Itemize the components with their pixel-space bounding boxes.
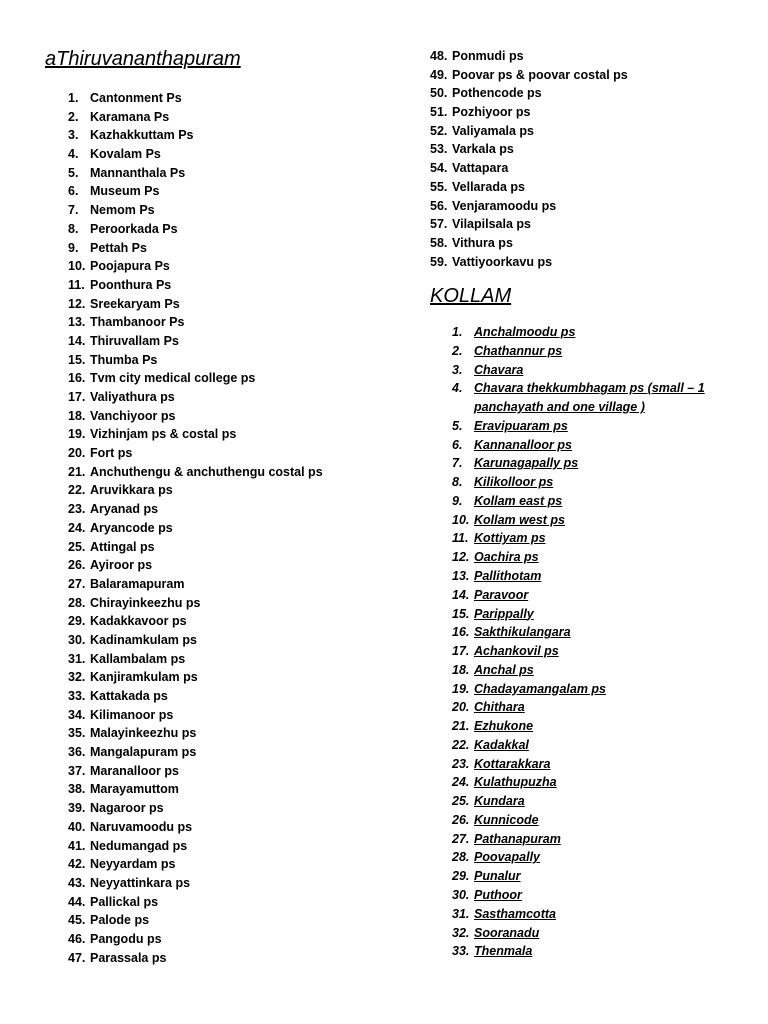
item-text: Chavara — [474, 362, 524, 377]
list-item — [452, 548, 752, 567]
list-item — [452, 924, 752, 943]
item-number: 40. — [68, 819, 86, 834]
item-number: 54. — [430, 161, 448, 176]
item-number: 26. — [68, 558, 86, 573]
item-text: Thiruvallam Ps — [90, 333, 179, 348]
item-number: 9. — [452, 493, 463, 508]
list-item — [68, 556, 388, 575]
list-item — [68, 89, 388, 108]
item-number: 32. — [68, 670, 86, 685]
item-number: 15. — [452, 606, 470, 621]
list-item — [452, 942, 752, 961]
item-number: 12. — [452, 550, 470, 565]
item-number: 47. — [68, 950, 86, 965]
item-text: Pangodu ps — [90, 931, 162, 946]
item-text: Museum Ps — [90, 184, 160, 199]
list-item — [452, 436, 752, 455]
list-item — [430, 84, 760, 103]
item-text: Thumba Ps — [90, 352, 158, 367]
item-number: 21. — [68, 464, 86, 479]
item-number: 42. — [68, 857, 86, 872]
item-number: 27. — [452, 831, 470, 846]
item-text: Fort ps — [90, 446, 133, 461]
list-item — [68, 650, 388, 669]
item-text: Kadakkavoor ps — [90, 614, 187, 629]
item-number: 51. — [430, 105, 448, 120]
list-item — [452, 323, 752, 342]
item-number: 18. — [68, 408, 86, 423]
list-item — [430, 234, 760, 253]
list-item — [430, 197, 760, 216]
item-number: 28. — [452, 850, 470, 865]
list-item — [68, 687, 388, 706]
item-text: Vithura ps — [452, 235, 513, 250]
item-number: 55. — [430, 179, 448, 194]
list-item — [68, 538, 388, 557]
item-number: 5. — [452, 418, 463, 433]
list-item — [452, 661, 752, 680]
item-number: 17. — [68, 390, 86, 404]
item-text: Thambanoor Ps — [90, 315, 185, 330]
item-text: Palode ps — [90, 913, 150, 928]
item-text: Pettah Ps — [90, 240, 147, 255]
item-text: Pallickal ps — [90, 894, 159, 909]
list-item — [68, 762, 388, 781]
item-text: Sakthikulangara — [474, 625, 571, 640]
item-number: 33. — [68, 689, 86, 703]
item-text: Kattakada ps — [90, 689, 168, 703]
item-number: 13. — [68, 315, 86, 330]
item-number: 14. — [452, 587, 470, 602]
list-item — [68, 276, 388, 295]
list-item — [452, 773, 752, 792]
item-text: Kadinamkulam ps — [90, 632, 197, 647]
item-text: Thenmala — [474, 944, 533, 959]
item-number: 53. — [430, 142, 448, 157]
item-text: Punalur — [474, 869, 521, 884]
list-item — [68, 463, 388, 482]
list-item — [430, 47, 760, 66]
list-item — [452, 792, 752, 811]
item-number: 8. — [68, 221, 79, 236]
item-number: 36. — [68, 745, 86, 760]
list-item — [68, 332, 388, 351]
list-item — [68, 351, 388, 370]
item-text: Kallambalam ps — [90, 651, 186, 666]
list-item — [68, 201, 388, 220]
item-text: Kollam east ps — [474, 493, 563, 508]
item-number: 14. — [68, 333, 86, 348]
list-item — [68, 818, 388, 837]
item-number: 57. — [430, 217, 448, 232]
list-item — [430, 215, 760, 234]
list-item — [452, 680, 752, 699]
item-number: 24. — [452, 775, 470, 790]
item-number: 4. — [68, 147, 79, 162]
list-item — [452, 905, 752, 924]
item-number: 46. — [68, 931, 86, 946]
list-item — [68, 108, 388, 127]
item-text: Kilimanoor ps — [90, 707, 174, 722]
item-text: Kottiyam ps — [474, 531, 546, 546]
list-item — [452, 736, 752, 755]
list-item — [68, 874, 388, 893]
item-text: Parippally — [474, 606, 534, 621]
item-number: 39. — [68, 801, 86, 816]
item-text: Anchalmoodu ps — [474, 325, 576, 339]
item-text: Kundara — [474, 794, 525, 809]
item-text: Valiyathura ps — [90, 390, 175, 404]
item-number: 8. — [452, 475, 463, 490]
list-item — [68, 575, 388, 594]
item-text: Eravipuaram ps — [474, 418, 568, 433]
item-text: Puthoor — [474, 887, 522, 902]
item-text: Vattapara — [452, 161, 509, 176]
list-item — [68, 594, 388, 613]
list-item — [452, 511, 752, 530]
item-number: 17. — [452, 644, 470, 659]
list-item — [452, 867, 752, 886]
list-item — [68, 444, 388, 463]
item-text: Varkala ps — [452, 142, 514, 157]
item-text: Mannanthala Ps — [90, 165, 186, 180]
list-item — [68, 631, 388, 650]
item-text: Anchuthengu & anchuthengu costal ps — [90, 464, 323, 479]
item-text: Sasthamcotta — [474, 906, 556, 921]
item-number: 7. — [452, 456, 463, 471]
item-number: 16. — [68, 371, 86, 386]
item-text: Karamana Ps — [90, 109, 170, 124]
item-number: 10. — [68, 259, 86, 274]
list-item — [68, 519, 388, 538]
list-item — [430, 103, 760, 122]
item-text: Parassala ps — [90, 950, 167, 965]
item-text: Kollam west ps — [474, 512, 565, 527]
item-number: 30. — [452, 887, 470, 902]
item-text: Cantonment Ps — [90, 91, 182, 105]
item-text: Kazhakkuttam Ps — [90, 128, 194, 143]
item-text: Maranalloor ps — [90, 763, 179, 778]
list-item — [430, 178, 760, 197]
item-text: Balaramapuram — [90, 576, 185, 591]
item-text: Ayiroor ps — [90, 558, 153, 573]
item-number: 9. — [68, 240, 79, 255]
item-text: Chithara — [474, 700, 525, 715]
list-item — [430, 66, 760, 85]
item-number: 49. — [430, 67, 448, 82]
item-text: Achankovil ps — [474, 644, 559, 659]
item-number: 13. — [452, 568, 470, 583]
item-number: 18. — [452, 662, 470, 677]
item-text: Venjaramoodu ps — [452, 198, 557, 213]
item-number: 26. — [452, 812, 470, 827]
list-item — [68, 388, 388, 407]
list-item — [452, 417, 752, 436]
list-item — [68, 893, 388, 912]
item-text: Anchal ps — [474, 662, 534, 677]
list-item — [452, 492, 752, 511]
list-item — [452, 473, 752, 492]
item-number: 33. — [452, 944, 470, 959]
list-item — [68, 239, 388, 258]
item-text: Sreekaryam Ps — [90, 296, 180, 311]
item-number: 58. — [430, 235, 448, 250]
item-text: Poojapura Ps — [90, 259, 170, 274]
list-item — [68, 612, 388, 631]
list-item — [452, 605, 752, 624]
item-number: 22. — [452, 737, 470, 752]
thiruvananthapuram-heading: aThiruvananthapuram — [45, 48, 241, 70]
item-number: 31. — [452, 906, 470, 921]
list-item — [68, 145, 388, 164]
list-item — [68, 668, 388, 687]
item-number: 37. — [68, 763, 86, 778]
item-number: 30. — [68, 632, 86, 647]
item-number: 48. — [430, 49, 448, 63]
list-item — [452, 567, 752, 586]
item-text: Chadayamangalam ps — [474, 681, 606, 696]
list-item — [68, 126, 388, 145]
item-text: Aruvikkara ps — [90, 483, 173, 498]
list-item — [68, 425, 388, 444]
list-item — [452, 830, 752, 849]
item-text: Ponmudi ps — [452, 49, 524, 63]
item-text: Sooranadu — [474, 925, 540, 940]
item-number: 24. — [68, 520, 86, 535]
item-number: 25. — [452, 794, 470, 809]
item-text: Vattiyoorkavu ps — [452, 254, 553, 269]
item-text: Neyyardam ps — [90, 857, 176, 872]
item-text: Kadakkal — [474, 737, 529, 752]
list-item — [68, 911, 388, 930]
list-item — [68, 369, 388, 388]
list-item — [452, 379, 752, 417]
item-text: Peroorkada Ps — [90, 221, 178, 236]
item-number: 20. — [68, 446, 86, 461]
item-number: 2. — [68, 109, 79, 124]
item-number: 15. — [68, 352, 86, 367]
kollam-list — [452, 323, 752, 961]
item-number: 3. — [452, 362, 463, 377]
list-item — [452, 698, 752, 717]
list-item — [68, 799, 388, 818]
item-text: Vellarada ps — [452, 179, 525, 194]
item-number: 12. — [68, 296, 86, 311]
item-text: Oachira ps — [474, 550, 539, 565]
thiruvananthapuram-list — [68, 89, 388, 967]
item-text: Malayinkeezhu ps — [90, 726, 197, 741]
list-item — [68, 164, 388, 183]
item-number: 22. — [68, 483, 86, 498]
item-text: Aryancode ps — [90, 520, 173, 535]
item-number: 38. — [68, 782, 86, 797]
list-item — [68, 949, 388, 968]
list-item — [452, 361, 752, 380]
item-text: Poonthura Ps — [90, 277, 172, 292]
item-number: 52. — [430, 123, 448, 138]
list-item — [68, 407, 388, 426]
list-item — [68, 743, 388, 762]
item-number: 59. — [430, 254, 448, 269]
list-item — [68, 724, 388, 743]
item-number: 11. — [68, 277, 85, 292]
item-text: Chirayinkeezhu ps — [90, 595, 201, 610]
item-text: Mangalapuram ps — [90, 745, 197, 760]
item-number: 34. — [68, 707, 86, 722]
item-text: Vizhinjam ps & costal ps — [90, 427, 237, 442]
item-number: 29. — [452, 869, 470, 884]
item-text: Pozhiyoor ps — [452, 105, 531, 120]
item-number: 41. — [68, 838, 86, 853]
list-item — [430, 122, 760, 141]
item-number: 10. — [452, 512, 470, 527]
item-number: 50. — [430, 86, 448, 101]
list-item — [452, 811, 752, 830]
list-item — [68, 706, 388, 725]
list-item — [452, 454, 752, 473]
item-text: Nemom Ps — [90, 203, 155, 218]
item-number: 56. — [430, 198, 448, 213]
item-text: Nagaroor ps — [90, 801, 164, 816]
item-number: 29. — [68, 614, 86, 629]
list-item — [68, 313, 388, 332]
item-text: Kunnicode — [474, 812, 539, 827]
kollam-heading: KOLLAM — [430, 285, 512, 307]
list-item — [452, 848, 752, 867]
list-item — [452, 642, 752, 661]
item-number: 44. — [68, 894, 86, 909]
item-text: Kottarakkara — [474, 756, 551, 771]
item-text: Aryanad ps — [90, 502, 159, 517]
item-text: Kilikolloor ps — [474, 475, 554, 490]
item-text: Chavara thekkumbhagam ps (small – 1 panchayath and one village ) — [474, 381, 705, 415]
list-item — [430, 140, 760, 159]
item-number: 20. — [452, 700, 470, 715]
list-item — [452, 886, 752, 905]
item-text: Pathanapuram — [474, 831, 561, 846]
list-item — [452, 623, 752, 642]
item-text: Poovapally — [474, 850, 540, 865]
item-number: 3. — [68, 128, 79, 143]
item-text: Kovalam Ps — [90, 147, 161, 162]
list-item — [452, 529, 752, 548]
item-number: 4. — [452, 381, 463, 396]
list-item — [68, 481, 388, 500]
list-item — [452, 342, 752, 361]
item-number: 35. — [68, 726, 86, 741]
item-number: 1. — [68, 91, 79, 105]
item-number: 31. — [68, 651, 86, 666]
item-number: 6. — [68, 184, 79, 199]
list-item — [430, 159, 760, 178]
item-number: 27. — [68, 576, 86, 591]
item-text: Vanchiyoor ps — [90, 408, 176, 423]
list-item — [68, 780, 388, 799]
list-item — [68, 837, 388, 856]
item-text: Poovar ps & poovar costal ps — [452, 67, 628, 82]
item-text: Attingal ps — [90, 539, 155, 554]
item-number: 7. — [68, 203, 79, 218]
list-item — [68, 257, 388, 276]
item-text: Kannanalloor ps — [474, 437, 572, 452]
item-text: Kanjiramkulam ps — [90, 670, 198, 685]
list-item — [452, 586, 752, 605]
item-text: Neyyattinkara ps — [90, 875, 191, 890]
list-item — [430, 253, 760, 272]
item-text: Pallithotam — [474, 568, 542, 583]
item-number: 6. — [452, 437, 463, 452]
item-text: Marayamuttom — [90, 782, 179, 797]
item-text: Vilapilsala ps — [452, 217, 531, 232]
item-number: 16. — [452, 625, 470, 640]
item-number: 11. — [452, 531, 469, 546]
list-item — [68, 182, 388, 201]
item-number: 5. — [68, 165, 79, 180]
list-item — [68, 500, 388, 519]
item-text: Nedumangad ps — [90, 838, 188, 853]
list-item — [68, 295, 388, 314]
item-number: 23. — [68, 502, 86, 517]
item-number: 19. — [68, 427, 86, 442]
item-number: 21. — [452, 719, 470, 734]
item-number: 19. — [452, 681, 470, 696]
item-text: Valiyamala ps — [452, 123, 535, 138]
item-text: Kulathupuzha — [474, 775, 557, 790]
item-number: 25. — [68, 539, 86, 554]
item-text: Karunagapally ps — [474, 456, 579, 471]
thiruvananthapuram-list-continued — [430, 47, 760, 271]
item-number: 32. — [452, 925, 470, 940]
item-number: 2. — [452, 343, 463, 358]
list-item — [68, 220, 388, 239]
item-text: Tvm city medical college ps — [90, 371, 256, 386]
list-item — [68, 930, 388, 949]
item-number: 23. — [452, 756, 470, 771]
item-text: Ezhukone — [474, 719, 534, 734]
list-item — [452, 755, 752, 774]
list-item — [452, 717, 752, 736]
item-number: 1. — [452, 325, 463, 339]
item-text: Pothencode ps — [452, 86, 542, 101]
item-number: 43. — [68, 875, 86, 890]
item-text: Paravoor — [474, 587, 529, 602]
item-text: Naruvamoodu ps — [90, 819, 193, 834]
item-number: 28. — [68, 595, 86, 610]
item-number: 45. — [68, 913, 86, 928]
list-item — [68, 855, 388, 874]
item-text: Chathannur ps — [474, 343, 563, 358]
